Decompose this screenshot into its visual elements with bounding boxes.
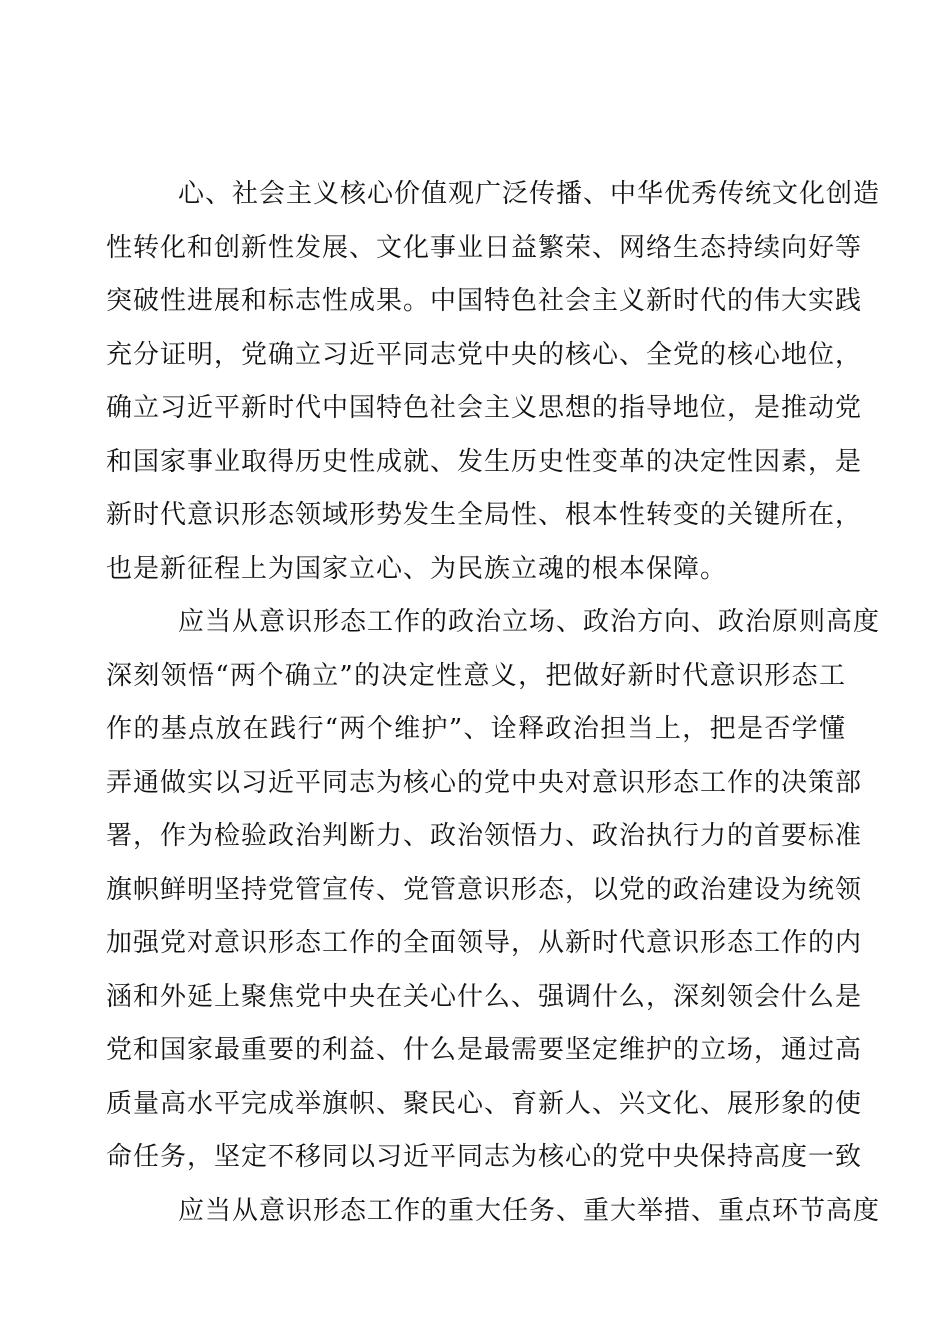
text-line: 旗帜鲜明坚持党管宣传、党管意识形态，以党的政治建设为统领	[106, 874, 863, 905]
text-line: 党和国家最重要的利益、什么是最需要坚定维护的立场，通过高	[106, 1035, 863, 1065]
body-text	[106, 179, 881, 1251]
text-line: 心、社会主义核心价值观广泛传播、中华优秀传统文化创造	[178, 179, 881, 209]
text-line: 署，作为检验政治判断力、政治领悟力、政治执行力的首要标准	[106, 821, 863, 851]
text-line: 和国家事业取得历史性成就、发生历史性变革的决定性因素，是	[106, 446, 863, 477]
text-line: 应当从意识形态工作的政治立场、政治方向、政治原则高度	[178, 607, 881, 637]
text-line: 深刻领悟“两个确立”的决定性意义，把做好新时代意识形态工	[106, 660, 846, 691]
text-line: 突破性进展和标志性成果。中国特色社会主义新时代的伟大实践	[106, 286, 863, 316]
text-line: 性转化和创新性发展、文化事业日益繁荣、网络生态持续向好等	[106, 232, 863, 263]
text-line: 命任务，坚定不移同以习近平同志为核心的党中央保持高度一致	[106, 1142, 863, 1172]
text-line: 作的基点放在践行“两个维护”、诠释政治担当上，把是否学懂	[106, 714, 846, 744]
text-line: 充分证明，党确立习近平同志党中央的核心、全党的核心地位，	[106, 339, 863, 370]
text-line: 确立习近平新时代中国特色社会主义思想的指导地位，是推动党	[106, 393, 863, 423]
text-line: 涵和外延上聚焦党中央在关心什么、强调什么，深刻领会什么是	[106, 981, 863, 1012]
text-line: 加强党对意识形态工作的全面领导，从新时代意识形态工作的内	[106, 928, 863, 958]
text-line: 应当从意识形态工作的重大任务、重大举措、重点环节高度	[178, 1195, 881, 1226]
text-line: 质量高水平完成举旗帜、聚民心、育新人、兴文化、展形象的使	[106, 1088, 863, 1119]
text-line: 新时代意识形态领域形势发生全局性、根本性转变的关键所在，	[106, 500, 863, 530]
text-line: 也是新征程上为国家立心、为民族立魂的根本保障。	[106, 553, 728, 584]
text-line: 弄通做实以习近平同志为核心的党中央对意识形态工作的决策部	[106, 767, 863, 798]
